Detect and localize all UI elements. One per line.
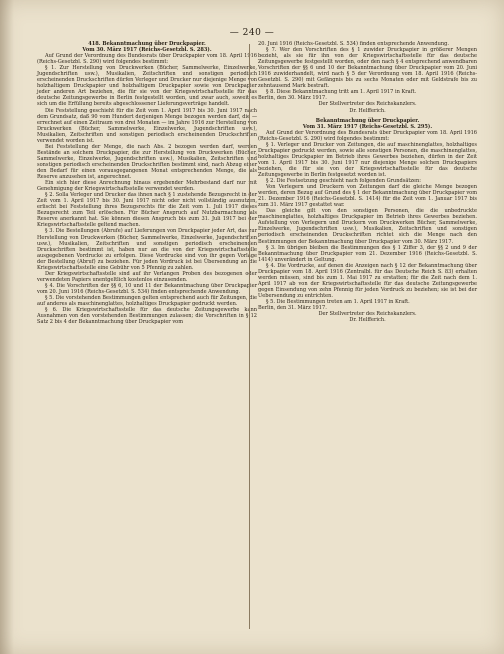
paragraph: Auf Grund der Verordnung des Bundesrats über Druckpapier vom 18. April 1916 (Reichs-Gesetzbl. S. 290) wird folgendes bestimmt: [258, 129, 477, 142]
paragraph: § 4. Die Vorschriften der §§ 6, 10 und 11 der Bekanntmachung über Druckpapier vom 20. Juni 1916 (Reichs-Gesetzbl. S. 534) finden entsprechende Anwendung. [37, 282, 257, 295]
left-column [37, 41, 257, 325]
section-subheading: Vom 31. März 1917 (Reichs-Gesetzbl. S. 295). [302, 123, 433, 130]
paragraph: Das gleiche gilt von den sonstigen Personen, die die unbedruckte maschinenglattes, holzhaltiges Druckpapier im Betrieb ihres Gewerbes beziehen. Aufstellung von Verlegern und Druckern von Druckwerken Bücher, Sammelwerke, Einzelwerke, Jugendschriften usw.), Musikalien, Zeitschriften und sonstigen periodisch erscheinenden Druckschriften richtet sich die Menge nach den Bestimmungen der Bekanntmachung über Druckpapier vom 30. März 1917. [258, 208, 477, 245]
signature-line: Der Stellvertreter des Reichskanzlers. [318, 311, 417, 318]
signature-line: Dr. Helfferich. [349, 317, 386, 324]
paragraph: Ein sich hier diese Anrechnung hinaus ergebender Mehrbestand darf nur mit Genehmigung der Kriegswirtschaftsstelle verwendet werden. [37, 180, 257, 193]
paragraph: § 3. Die Bestellungen (Abrufe) auf Lieferungen von Druckpapier jeder Art, das zur Herstellung von Druckwerken (Bücher, Sammelwerke, Einzelwerke, Jugendschriften usw.), Musikalien, Zeitschriften und sonstigen periodisch erscheinenden Druckschriften bestimmt ist, haben nur an die von der Kriegswirtschaftsstelle ausgegebenen Vordrucke zu erfolgen. Diese Vordrucke sind von ihr gegen Vorlage der Bestellung (Abruf) zu beziehen. Für jeden Vordruck ist bei Übersendung an die Kriegswirtschaftsstelle eine Gebühr von 5 Pfennig zu zahlen. [37, 228, 257, 271]
paragraph: § 7. Wer den Vorschriften des § 1 zuwider Druckpapier in größerer Mengen bezieht, als sie für ihn von der Kriegswirtschaftsstelle für das deutsche Zeitungsgewerbe festgestellt worden, oder den nach § 4 entsprechend anwendbaren Vorschriften der §§ 6 und 10 der Bekanntmachung über Druckpapier vom 20. Juni 1916 zuwiderhandelt, wird nach § 5 der Verordnung vom 18. April 1916 (Reichs-Gesetzbl. S. 290) mit Gefängnis bis zu sechs Monaten oder mit Geldstrafe bis zu zehntausend Mark bestraft. [258, 47, 477, 90]
signature-line: Dr. Helfferich. [349, 107, 386, 114]
section-heading: Bekanntmachung über Druckpapier. [315, 117, 420, 124]
paragraph: § 3. Im übrigen bleiben die Bestimmungen des § 1 Ziffer 3, der §§ 2 und 9 der Bekanntmachung über Druckpapier vom 21. Dezember 1916 (Reichs-Gesetzbl. S. 1414) unverändert in Geltung. [258, 244, 477, 263]
column-divider [249, 44, 250, 629]
paragraph: § 1. Zur Herstellung von Druckwerken (Bücher, Sammelwerke, Einzelwerke, Jugendschriften usw.), Musikalien, Zeitschriften und sonstigen periodisch erscheinenden Druckschriften dürfen Verleger und Drucker nur diejenige Menge von holzhaltigem Druckpapier und holzhaltigem Druckpapier sowie von Druckpapier jeder anderen Art beziehen, die für sie von der Kriegswirtschaftsstelle für das deutsche Zeitungsgewerbe in Berlin festgestellt worden, und zwar auch, soweit es sich um die Erfüllung bereits abgeschlossener Lieferungsverträge handelt. [37, 65, 257, 108]
paragraph: § 6. Die Kriegswirtschaftsstelle für das deutsche Zeitungsgewerbe kann Ausnahmen von den vorstehenden Bestimmungen zulassen; die Vorschriften in § 12 Satz 2 bis 4 der Bekanntmachung über Druckpapier vom [37, 307, 257, 326]
paragraph: § 4. Die Vordrucke, auf denen die Anzeigen nach § 12 der Bekanntmachung über Druckpapier vom 18. April 1916 (Zentralbl. für das Deutsche Reich S. 83) erhalten werden müssen, sind bis zum 1. Mai 1917 zu erstatten; für die Zeit nach dem 1. April 1917 ab von der Kriegswirtschaftsstelle für das deutsche Zeitungsgewerbe gegen Einsendung von zehn Pfennig für jeden Vordruck zu beziehen; sie ist bei der Uebersendung zu entrichten. [258, 262, 477, 299]
paragraph: Bei Feststellung der Menge, die nach Abs. 2 bezogen werden darf, werden Bestände an solchem Druckpapier, die zur Herstellung von Druckwerken (Bücher, Sammelwerke, Einzelwerke, Jugendschriften usw.), Musikalien, Zeitschriften und sonstigen periodisch erscheinenden Druckschriften bestimmt sind, nach Abzug einer den Bedarf für einen vorausgegangenen Monat entsprechenden Menge, die als Reserve anzusehen ist, angerechnet. [37, 143, 257, 181]
signature-date: Berlin, den 31. März 1917. [258, 305, 327, 312]
section-subheading: Vom 30. März 1917 (Reichs-Gesetzbl. S. 283). [82, 47, 212, 54]
paragraph: § 5. Die Bestimmungen treten am 1. April 1917 in Kraft. [266, 298, 410, 305]
paragraph: § 1. Verleger und Drucker von Zeitungen, die auf maschinenglattes, holzhaltiges Druckpapier gedruckt werden, sowie alle sonstigen Personen, die maschinenglattes, holzhaltiges Druckpapier im Betrieb ihres Gewerbes beziehen, dürfen in der Zeit vom 1. April 1917 bis 30. Juni 1917 nur diejenige Menge solchen Druckpapiers beziehen, die für sie von der Kriegswirtschaftsstelle für das deutsche Zeitungsgewerbe in Berlin festgesetzt worden ist. [258, 141, 477, 178]
paragraph: § 8. Diese Bekanntmachung tritt am 1. April 1917 in Kraft. [266, 89, 417, 96]
signature-line: Der Stellvertreter des Reichskanzlers. [318, 101, 417, 108]
page-number: — 240 — [229, 28, 275, 38]
right-column [258, 41, 477, 323]
paragraph: Von Verlegern und Druckern von Zeitungen darf die gleiche Menge bezogen werden, deren Bezug auf Grund des § 1 der Bekanntmachung über Druckpapier vom 21. Dezember 1916 (Reichs-Gesetzbl. S. 1414) für die Zeit vom 1. Januar 1917 bis zum 31. März 1917 gestattet war. [258, 184, 477, 209]
paragraph: § 5. Die vorstehenden Bestimmungen gelten entsprechend auch für Zeitungen, die auf anderes als maschinenglattes, holzhaltiges Druckpapier gedruckt werden. [37, 294, 257, 308]
paragraph: Der Kriegswirtschaftsstelle sind auf ihr Verlangen Proben des bezogenen oder verwendeten Papiers unentgeltlich kostenlos einzusenden. [37, 270, 257, 283]
paragraph: Auf Grund der Verordnung des Bundesrats über Druckpapier vom 18. April 1916 (Reichs-Gesetzbl. S. 290) wird folgendes bestimmt: [37, 53, 257, 66]
section-heading: 418. Bekanntmachung über Druckpapier. [88, 41, 206, 47]
paragraph: 20. Juni 1916 (Reichs-Gesetzbl. S. 534) finden entsprechende Anwendung. [258, 41, 449, 47]
paragraph: § 2. Die Festsetzung geschieht nach folgenden Grundsätzen: [266, 178, 421, 185]
paragraph: § 2. Solla Verleger und Drucker das ihnen nach § 1 zustehende Bezugsrecht in der Zeit vom 1. April 1917 bis 30. Juni 1917 nicht oder nicht vollständig ausnutzen, erlischt bei Feststellung ihres Bezugsrechts für die Zeit vom 1. Juli 1917 dieses Bezugsrecht zum Teil erlöschen. Für Bücher Anspruch auf Nutzbarmachung als Reserve anerkannt hat. Sie können diesen Anspruch bis zum 31. Juli 1917 bei der Kriegswirtschaftsstelle geltend machen. [37, 192, 257, 229]
paragraph: Die Feststellung geschieht für die Zeit vom 1. April 1917 bis 30. Juni 1917 nach dem Grundsatz, daß 90 vom Hundert derjenigen Menge bezogen werden darf, die — errechnet auf einen Zeitraum von drei Monaten — im Jahre 1916 zur Herstellung von Druckwerken (Bücher, Sammelwerke, Einzelwerke, Jugendschriften usw.), Musikalien, Zeitschriften und sonstigen periodisch erscheinenden Druckschriften verwendet worden ist. [37, 107, 257, 144]
binding-shadow [0, 0, 14, 654]
signature-date: Berlin, den 30. März 1917. [258, 95, 327, 102]
